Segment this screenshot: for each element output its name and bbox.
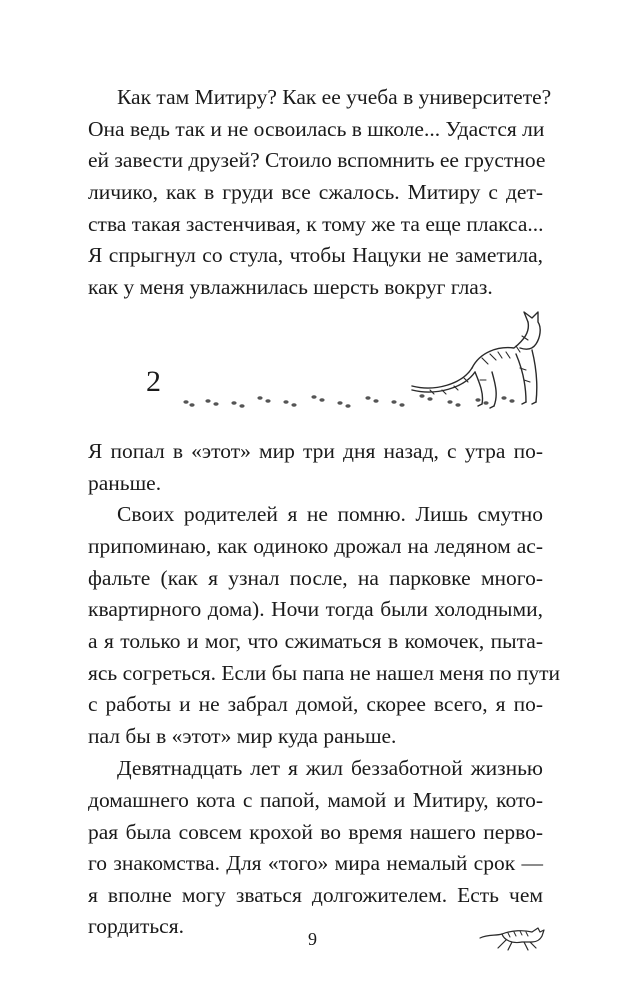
text-line: припоминаю, как одиноко дрожал на ледяном ас- [88, 534, 543, 558]
text-line: гордиться. [88, 914, 184, 938]
text-line: ства такая застенчивая, к тому же та еще плакса... [88, 212, 544, 236]
text-line: я вполне могу зваться долгожителем. Есть чем [88, 883, 543, 907]
text-line: с работы и не забрал домой, скорее всего, я по- [88, 692, 543, 716]
text-line: Девятнадцать лет я жил беззаботной жизнью [117, 756, 543, 780]
text-line: личико, как в груди все сжалось. Митиру с дет- [88, 180, 543, 204]
chapter-number: 2 [146, 365, 161, 398]
text-line: ей завести друзей? Стоило вспомнить ее грустное [88, 148, 546, 172]
text-line: пал бы в «этот» мир куда раньше. [88, 724, 397, 748]
text-line: Она ведь так и не освоилась в школе... Удастся ли [88, 117, 545, 141]
text-line: домашнего кота с папой, мамой и Митиру, кото- [88, 788, 543, 812]
text-line: Как там Митиру? Как ее учеба в университете? [117, 85, 552, 109]
text-line: го знакомства. Для «того» мира немалый срок — [88, 851, 543, 875]
text-line: раньше. [88, 471, 162, 495]
running-cat-icon [478, 918, 550, 954]
text-line: Я попал в «этот» мир три дня назад, с утра по- [88, 439, 543, 463]
text-line: Я спрыгнул со стула, чтобы Нацуки не заметила, [88, 243, 543, 267]
page-number: 9 [308, 929, 317, 949]
text-line: как у меня увлажнилась шерсть вокруг глаз. [88, 275, 493, 299]
text-line: фальте (как я узнал после, на парковке много- [88, 566, 543, 590]
text-line: Своих родителей я не помню. Лишь смутно [117, 502, 543, 526]
text-line: квартирного дома). Ночи тогда были холодными, [88, 597, 543, 621]
text-line: ясь согреться. Если бы папа не нашел меня по пути [88, 661, 561, 685]
text-line: а я только и мог, что сжиматься в комочек, пыта- [88, 629, 543, 653]
text-line: рая была совсем крохой во время нашего перво- [88, 820, 543, 844]
walking-cat-with-paw-prints-icon [180, 310, 550, 415]
